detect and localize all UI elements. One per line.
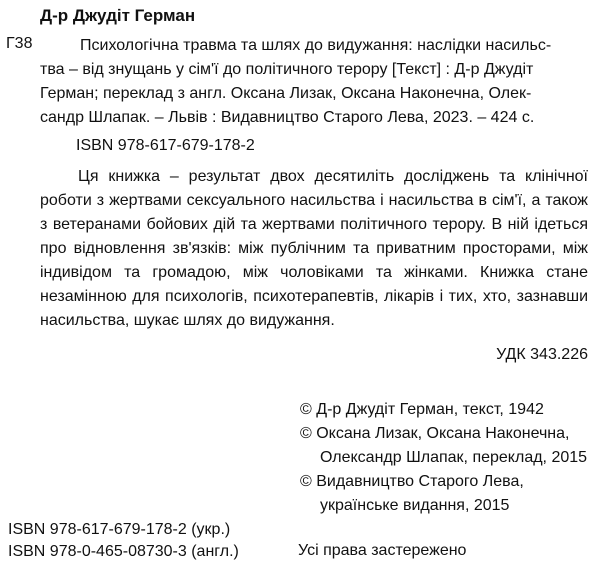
biblio-line-4: сандр Шлапак. – Львів : Видавництво Старого Лева, 2023. – 424 с. (40, 109, 535, 126)
annotation-paragraph: Ця книжка – результат двох десятиліть досліджень та клінічної роботи з жертвами сексуального насильства і насильства в сім'ї, а також з ветеранами бойових дій та жертвами політичного терору. В ній ідеться про відновлення зв'язків: між публічним та приватним просторами, між індивідом та громадою, між чоловіками та жінками. Книжка стане незамінною для психологів, психотерапевтів, лікарів і тих, хто, зазнавши насильства, шукає шлях до видужання. (40, 168, 588, 329)
rights-reserved: Усі права застережено (298, 542, 467, 559)
isbn-main: ISBN 978-617-679-178-2 (76, 137, 255, 154)
copyright-translators: © Оксана Лизак, Оксана Наконечна, (300, 425, 570, 442)
biblio-line-3: Герман; переклад з англ. Оксана Лизак, Оксана Наконечна, Олек- (40, 85, 532, 102)
author-heading: Д-р Джудіт Герман (40, 6, 196, 25)
isbn-english: ISBN 978-0-465-08730-3 (англ.) (8, 543, 239, 560)
biblio-line-1: Психологічна травма та шлях до видужання: наслідки насильс- (80, 37, 552, 54)
copyright-translators-cont: Олександр Шлапак, переклад, 2015 (320, 449, 588, 466)
isbn-ukrainian: ISBN 978-617-679-178-2 (укр.) (8, 521, 231, 538)
catalog-code: Г38 (6, 35, 33, 52)
copyright-author: © Д-р Джудіт Герман, текст, 1942 (300, 401, 544, 418)
copyright-publisher: © Видавництво Старого Лева, (300, 473, 524, 490)
biblio-line-2: тва – від знущань у сім'ї до політичного терору [Текст] : Д-р Джудіт (40, 61, 534, 78)
copyright-publisher-cont: українське видання, 2015 (320, 497, 510, 514)
bibliographic-record (40, 34, 585, 130)
udk-code: УДК 343.226 (496, 346, 588, 363)
